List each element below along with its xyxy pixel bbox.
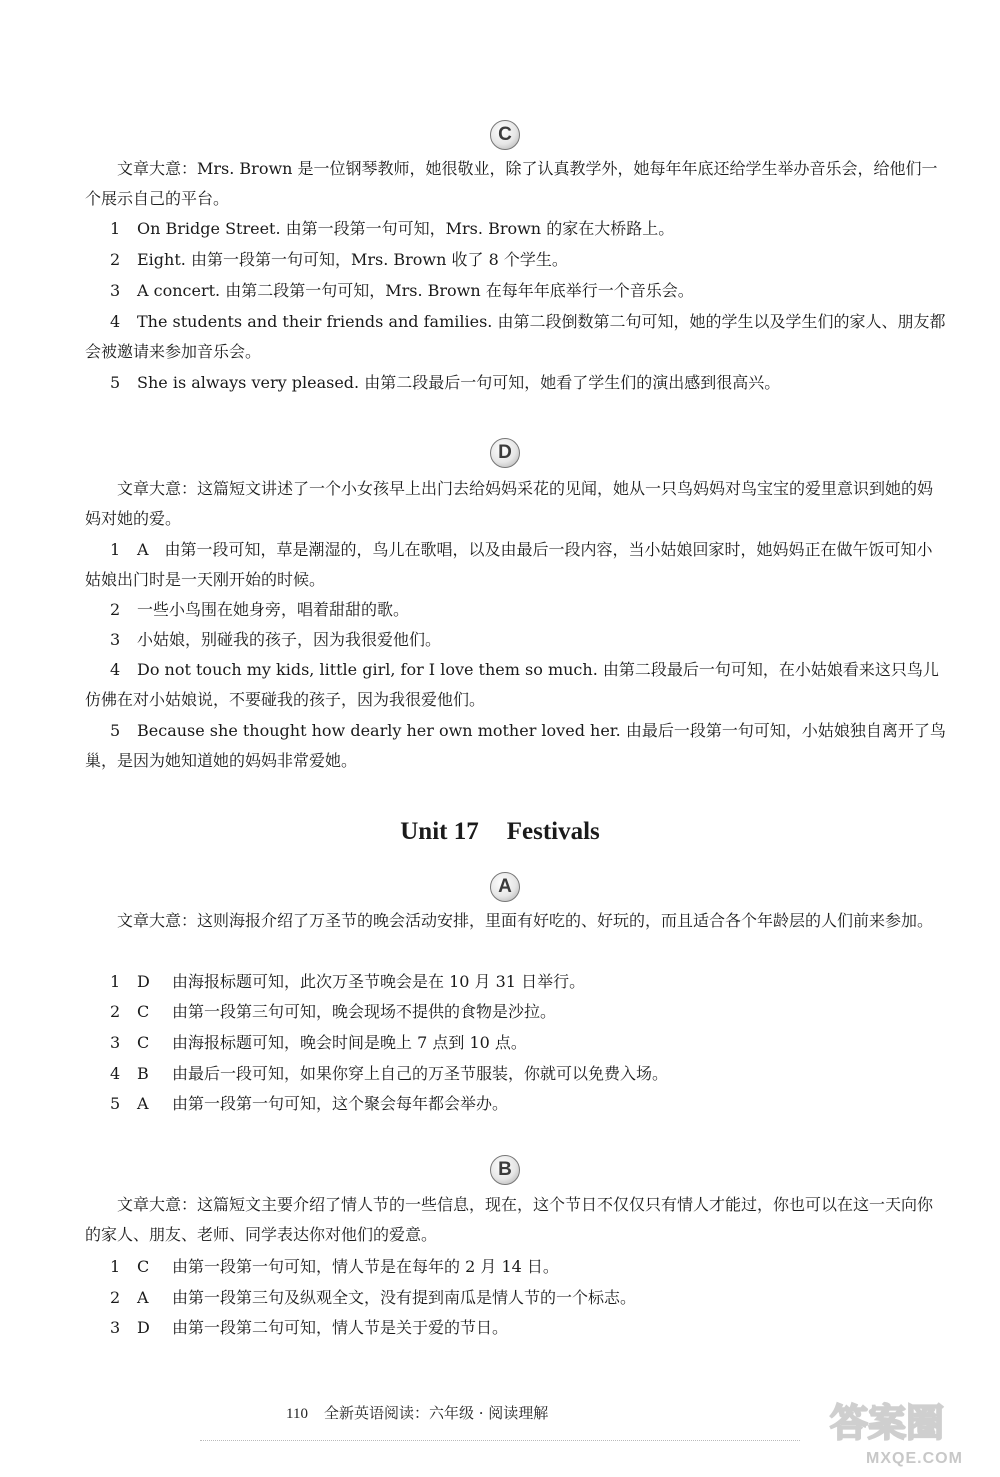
item-number: 1 — [110, 219, 121, 238]
item-text: 由第一段第三句可知，晚会现场不提供的食物是沙拉。 — [172, 1002, 557, 1021]
item-text: 由第一段第二句可知，情人节是关于爱的节日。 — [172, 1318, 509, 1337]
item-text: On Bridge Street. 由第一段第一句可知，Mrs. Brown 的家在大桥路上。 — [137, 219, 675, 238]
section-d-item-2 — [85, 595, 947, 625]
book-title: 全新英语阅读：六年级 · 阅读理解 — [323, 1404, 549, 1422]
section-d-item-3 — [85, 625, 947, 655]
item-number: 3 — [110, 630, 121, 649]
section-a-summary: 文章大意：这则海报介绍了万圣节的晚会活动安排，里面有好吃的、好玩的，而且适合各个年龄层的人们前来参加。 — [117, 911, 934, 930]
item-number: 1 — [110, 972, 121, 991]
item-text: A concert. 由第二段第一句可知，Mrs. Brown 在每年年底举行一个音乐会。 — [137, 281, 694, 300]
item-number: 3 — [110, 1033, 121, 1052]
item-answer: A — [137, 1288, 149, 1307]
section-a-item-4 — [85, 1059, 947, 1089]
item-answer: B — [137, 1064, 149, 1083]
item-number: 2 — [110, 600, 121, 619]
section-b-item-1 — [85, 1252, 947, 1282]
item-answer: C — [137, 1033, 150, 1052]
footer-divider — [200, 1440, 800, 1441]
section-d-summary: 文章大意：这篇短文讲述了一个小女孩早上出门去给妈妈采花的见闻，她从一只鸟妈妈对鸟宝宝的爱里意识到她的妈妈对她的爱。 — [85, 479, 934, 528]
section-c-summary: 文章大意：Mrs. Brown 是一位钢琴教师，她很敬业，除了认真教学外，她每年年底还给学生举办音乐会，给他们一个展示自己的平台。 — [85, 159, 938, 208]
section-d-badge: D — [490, 438, 520, 468]
item-text: A 由第一段可知，草是潮湿的，鸟儿在歌唱，以及由最后一段内容，当小姑娘回家时，她妈妈正在做午饭可知小姑娘出门时是一天刚开始的时候。 — [85, 540, 933, 589]
item-number: 1 — [110, 540, 121, 559]
item-number: 2 — [110, 250, 121, 269]
item-text: Do not touch my kids, little girl, for I love them so much. 由第二段最后一句可知，在小姑娘看来这只鸟儿仿佛在对小姑娘说，不要碰我的孩子，因为我很爱他们。 — [85, 660, 939, 709]
item-number: 3 — [110, 1318, 121, 1337]
section-a-badge: A — [490, 872, 520, 902]
section-a-item-5 — [85, 1089, 947, 1119]
item-number: 5 — [110, 373, 121, 392]
section-c-item-4 — [85, 307, 947, 367]
unit-label: Unit 17 — [400, 818, 479, 845]
item-text: She is always very pleased. 由第二段最后一句可知，她看了学生们的演出感到很高兴。 — [137, 373, 781, 392]
section-c-item-1 — [85, 214, 947, 244]
item-text: 由第一段第一句可知，这个聚会每年都会举办。 — [172, 1094, 509, 1113]
watermark-url: MXQE.COM — [866, 1450, 963, 1467]
unit-title: Festivals — [506, 818, 600, 845]
item-answer: C — [137, 1257, 150, 1276]
item-number: 2 — [110, 1288, 121, 1307]
section-b-item-3 — [85, 1313, 947, 1343]
item-text: 由第一段第一句可知，情人节是在每年的 2 月 14 日。 — [172, 1257, 559, 1276]
section-b-badge: B — [490, 1155, 520, 1185]
page-footer — [286, 1402, 548, 1423]
item-number: 4 — [110, 1064, 121, 1083]
item-text: Eight. 由第一段第一句可知，Mrs. Brown 收了 8 个学生。 — [137, 250, 568, 269]
item-answer: D — [137, 1318, 150, 1337]
item-text: 由海报标题可知，此次万圣节晚会是在 10 月 31 日举行。 — [172, 972, 586, 991]
section-a-item-3 — [85, 1028, 947, 1058]
item-answer: C — [137, 1002, 150, 1021]
section-d-item-5 — [85, 716, 947, 776]
section-a-item-1 — [85, 967, 947, 997]
item-answer: D — [137, 972, 150, 991]
item-number: 5 — [110, 721, 121, 740]
item-text: 小姑娘，别碰我的孩子，因为我很爱他们。 — [137, 630, 442, 649]
item-number: 5 — [110, 1094, 121, 1113]
section-a-item-2 — [85, 997, 947, 1027]
section-d-item-4 — [85, 655, 947, 715]
item-text: 一些小鸟围在她身旁，唱着甜甜的歌。 — [137, 600, 410, 619]
section-b-item-2 — [85, 1283, 947, 1313]
item-text: 由最后一段可知，如果你穿上自己的万圣节服装，你就可以免费入场。 — [172, 1064, 669, 1083]
section-b-summary: 文章大意：这篇短文主要介绍了情人节的一些信息，现在，这个节日不仅仅只有情人才能过，你也可以在这一天向你的家人、朋友、老师、同学表达你对他们的爱意。 — [85, 1195, 934, 1244]
item-text: The students and their friends and families. 由第二段倒数第二句可知，她的学生以及学生们的家人、朋友都会被邀请来参加音乐会。 — [85, 312, 946, 361]
item-answer: A — [137, 1094, 149, 1113]
item-text: 由第一段第三句及纵观全文，没有提到南瓜是情人节的一个标志。 — [172, 1288, 637, 1307]
item-number: 4 — [110, 660, 121, 679]
item-number: 4 — [110, 312, 121, 331]
section-c-item-2 — [85, 245, 947, 275]
item-number: 3 — [110, 281, 121, 300]
section-c-item-3 — [85, 276, 947, 306]
section-d-item-1 — [85, 535, 947, 595]
item-text: 由海报标题可知，晚会时间是晚上 7 点到 10 点。 — [172, 1033, 527, 1052]
section-c-item-5 — [85, 368, 947, 398]
watermark-logo-lettering: 答案圈 — [830, 1401, 945, 1445]
item-number: 2 — [110, 1002, 121, 1021]
item-text: Because she thought how dearly her own mother loved her. 由最后一段第一句可知，小姑娘独自离开了鸟巢，是因为她知道她的妈妈非常爱她。 — [85, 721, 946, 770]
unit-heading — [0, 818, 1000, 846]
section-c-badge: C — [490, 120, 520, 150]
page-number: 110 — [286, 1406, 308, 1422]
item-number: 1 — [110, 1257, 121, 1276]
